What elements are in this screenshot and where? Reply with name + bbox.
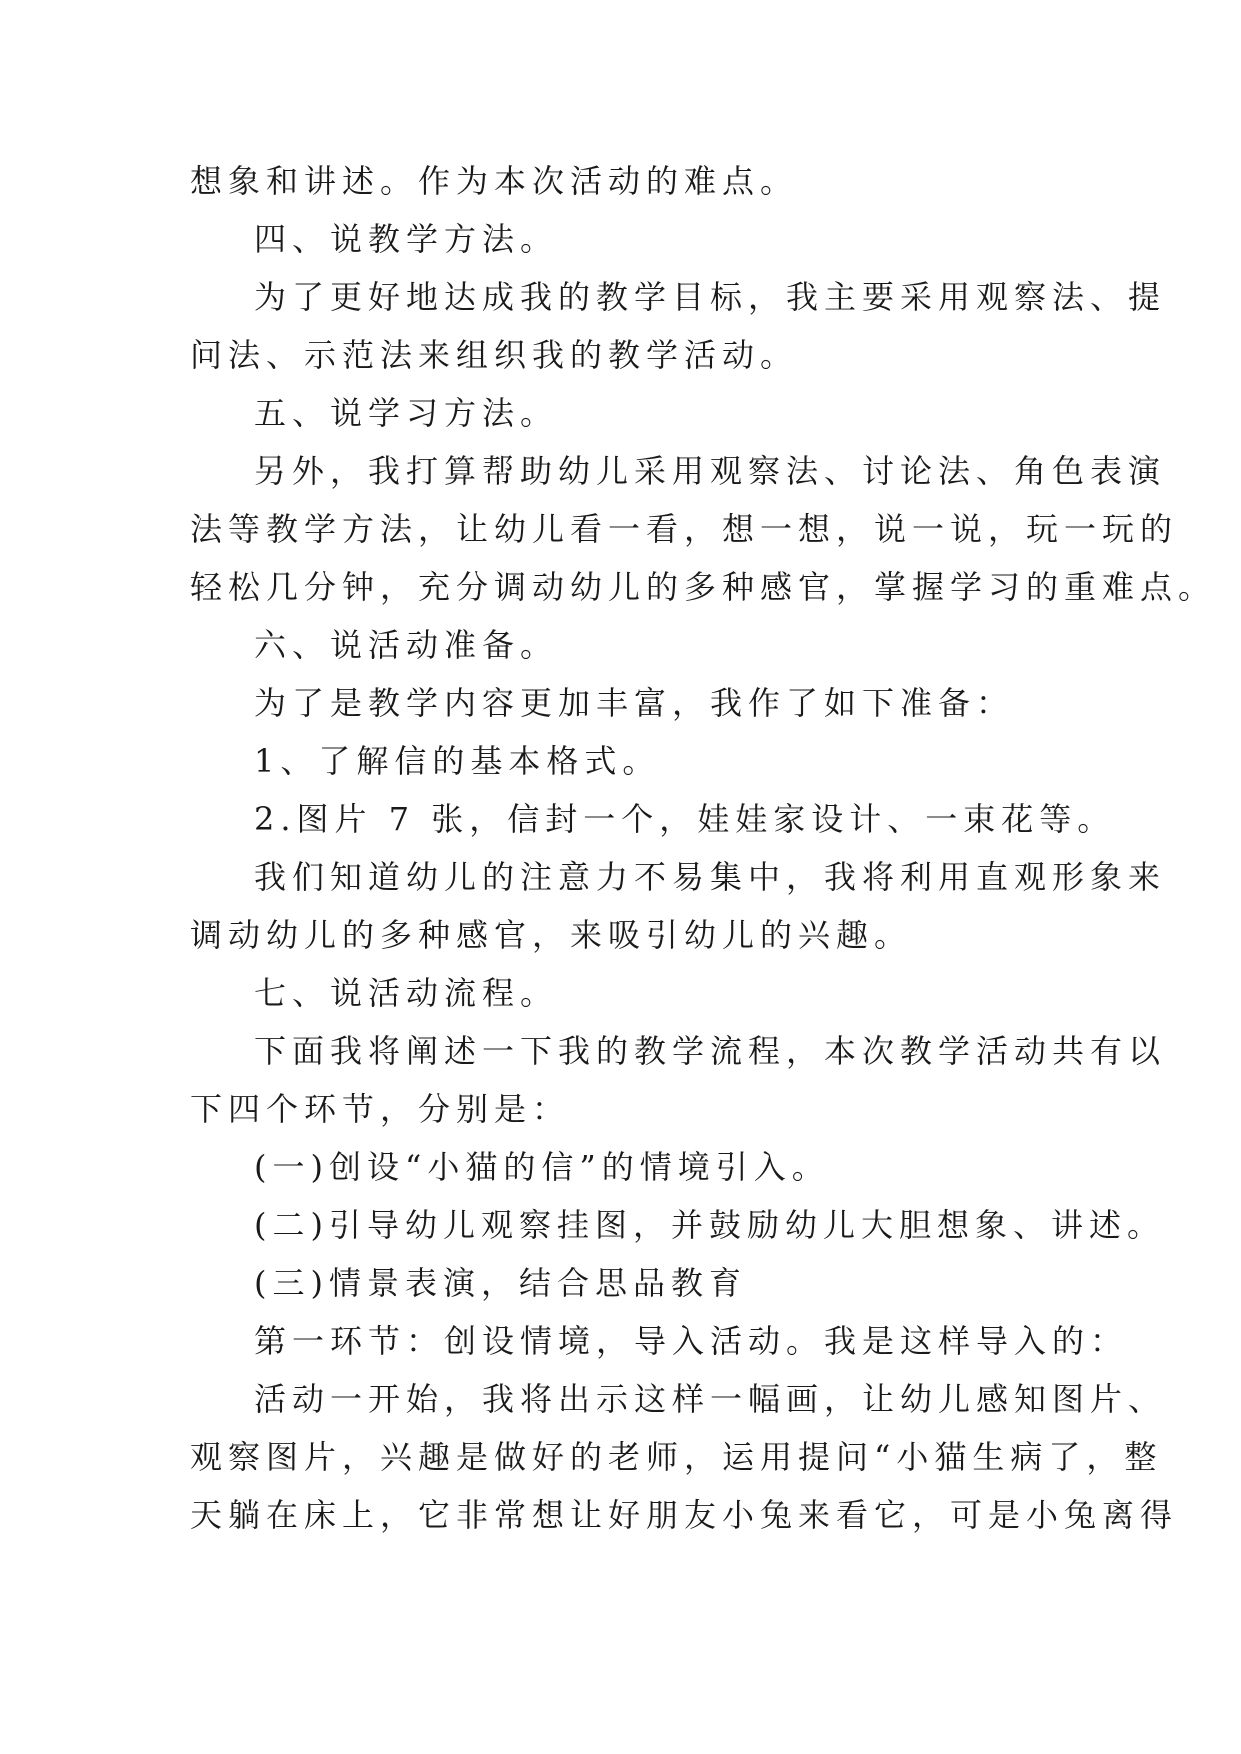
paragraph-line: 下四个环节，分别是： [190, 1090, 571, 1128]
paragraph-line: 法等教学方法，让幼儿看一看，想一想，说一说，玩一玩的 [190, 510, 1179, 548]
paragraph-line: 观察图片，兴趣是做好的老师，运用提问“小猫生病了，整 [190, 1438, 1163, 1476]
list-item: (一)创设“小猫的信”的情境引入。 [254, 1148, 830, 1186]
paragraph-line: 下面我将阐述一下我的教学流程，本次教学活动共有以 [254, 1032, 1167, 1070]
paragraph-line: 第一环节：创设情境，导入活动。我是这样导入的： [254, 1322, 1129, 1360]
list-item: 2.图片 7 张，信封一个，娃娃家设计、一束花等。 [254, 800, 1116, 838]
document-body [190, 152, 1217, 1544]
paragraph-line: 想象和讲述。作为本次活动的难点。 [190, 162, 799, 200]
paragraph-line: 调动幼儿的多种感官，来吸引幼儿的兴趣。 [190, 916, 913, 954]
section-heading-activity-flow: 七、说活动流程。 [254, 974, 559, 1012]
paragraph-line: 活动一开始，我将出示这样一幅画，让幼儿感知图片、 [254, 1380, 1167, 1418]
paragraph-line: 另外，我打算帮助幼儿采用观察法、讨论法、角色表演 [254, 452, 1167, 490]
list-item: (三)情景表演，结合思品教育 [254, 1264, 747, 1302]
list-item: (二)引导幼儿观察挂图，并鼓励幼儿大胆想象、讲述。 [254, 1206, 1165, 1244]
paragraph-line: 轻松几分钟，充分调动幼儿的多种感官，掌握学习的重难点。 [190, 568, 1217, 606]
paragraph-line: 为了是教学内容更加丰富，我作了如下准备： [254, 684, 1015, 722]
paragraph-line: 我们知道幼儿的注意力不易集中，我将利用直观形象来 [254, 858, 1167, 896]
paragraph-line: 问法、示范法来组织我的教学活动。 [190, 336, 799, 374]
section-heading-preparation: 六、说活动准备。 [254, 626, 559, 664]
paragraph-line: 为了更好地达成我的教学目标，我主要采用观察法、提 [254, 278, 1167, 316]
section-heading-learning-methods: 五、说学习方法。 [254, 394, 559, 432]
paragraph-line: 天躺在床上，它非常想让好朋友小兔来看它，可是小兔离得 [190, 1496, 1179, 1534]
section-heading-teaching-methods: 四、说教学方法。 [254, 220, 559, 258]
list-item: 1、了解信的基本格式。 [254, 742, 661, 780]
